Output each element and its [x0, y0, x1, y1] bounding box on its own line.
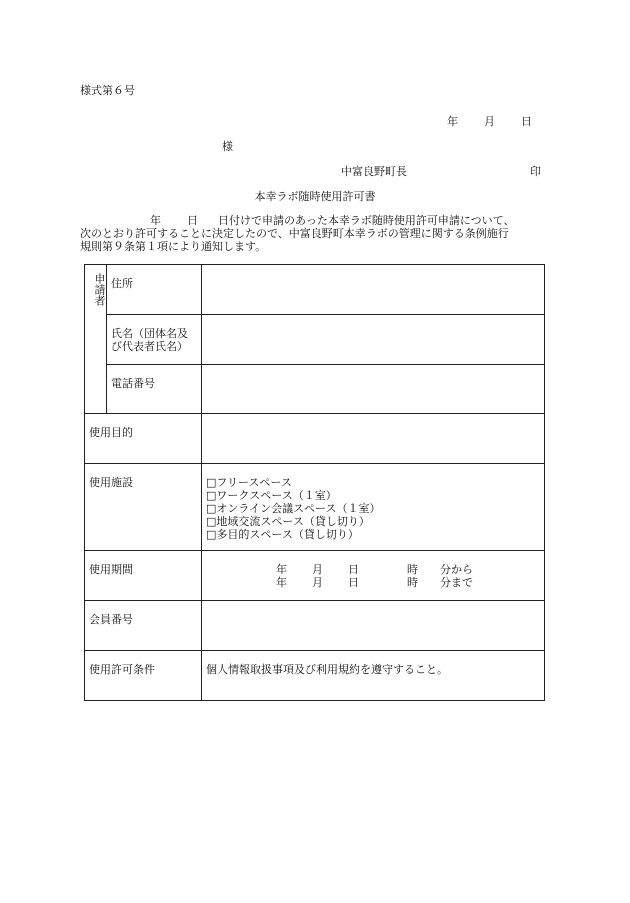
condition-label: 使用許可条件	[85, 651, 202, 701]
date-year: 年	[447, 115, 458, 128]
body-line-3: 規則第９条第１項により通知します。	[80, 240, 267, 253]
end-year: 年	[276, 576, 287, 589]
facility-option[interactable]: □多目的スペース（貸し切り）	[206, 528, 359, 541]
purpose-label: 使用目的	[85, 414, 202, 464]
facility-options	[202, 464, 545, 551]
end-hour: 時	[407, 576, 418, 589]
applicant-label: 申請者	[85, 265, 107, 414]
phone-label: 電話番号	[107, 365, 202, 414]
body-line-2: 次のとおり許可することに決定したので、中富良野町本幸ラボの管理に関する条例施行	[80, 227, 509, 240]
end-minute: 分まで	[440, 576, 473, 589]
addressee-suffix: 様	[222, 140, 233, 153]
body-paragraph	[80, 214, 550, 253]
period-field	[202, 551, 545, 601]
address-field[interactable]	[202, 265, 545, 315]
date-day: 日	[521, 115, 532, 128]
period-start	[276, 563, 540, 576]
name-label: 氏名（団体名及び代表者氏名）	[107, 315, 202, 365]
seal-mark: 印	[530, 165, 541, 178]
member-label: 会員番号	[85, 601, 202, 651]
start-hour: 時	[407, 563, 418, 576]
facility-option[interactable]: □フリースペース	[206, 476, 292, 489]
phone-field[interactable]	[202, 365, 545, 414]
facility-option[interactable]: □ワークスペース（１室）	[206, 489, 337, 502]
end-month: 月	[312, 576, 323, 589]
date-line	[447, 115, 532, 129]
address-label: 住所	[107, 265, 202, 315]
issuer-name: 中富良野町長	[341, 165, 407, 178]
end-day: 日	[348, 576, 359, 589]
form-number: 様式第６号	[80, 84, 135, 97]
document-title: 本幸ラボ随時使用許可書	[254, 190, 376, 203]
start-minute: 分から	[440, 563, 473, 576]
body-line-1-text: 日付けで申請のあった本幸ラボ随時使用許可申請について、	[218, 214, 515, 227]
date-month: 月	[484, 115, 495, 128]
permit-table	[84, 264, 545, 701]
name-field[interactable]	[202, 315, 545, 365]
condition-text: 個人情報取扱事項及び利用規約を遵守すること。	[202, 651, 545, 701]
body-day: 日	[187, 214, 198, 227]
facility-label: 使用施設	[85, 464, 202, 551]
period-end	[276, 576, 540, 589]
start-year: 年	[276, 563, 287, 576]
body-line-1	[80, 214, 550, 227]
purpose-field[interactable]	[202, 414, 545, 464]
member-field[interactable]	[202, 601, 545, 651]
start-day: 日	[348, 563, 359, 576]
body-year: 年	[150, 214, 161, 227]
period-label: 使用期間	[85, 551, 202, 601]
facility-option[interactable]: □地域交流スペース（貸し切り）	[206, 515, 370, 528]
facility-option[interactable]: □オンライン会議スペース（１室）	[206, 502, 381, 515]
start-month: 月	[312, 563, 323, 576]
